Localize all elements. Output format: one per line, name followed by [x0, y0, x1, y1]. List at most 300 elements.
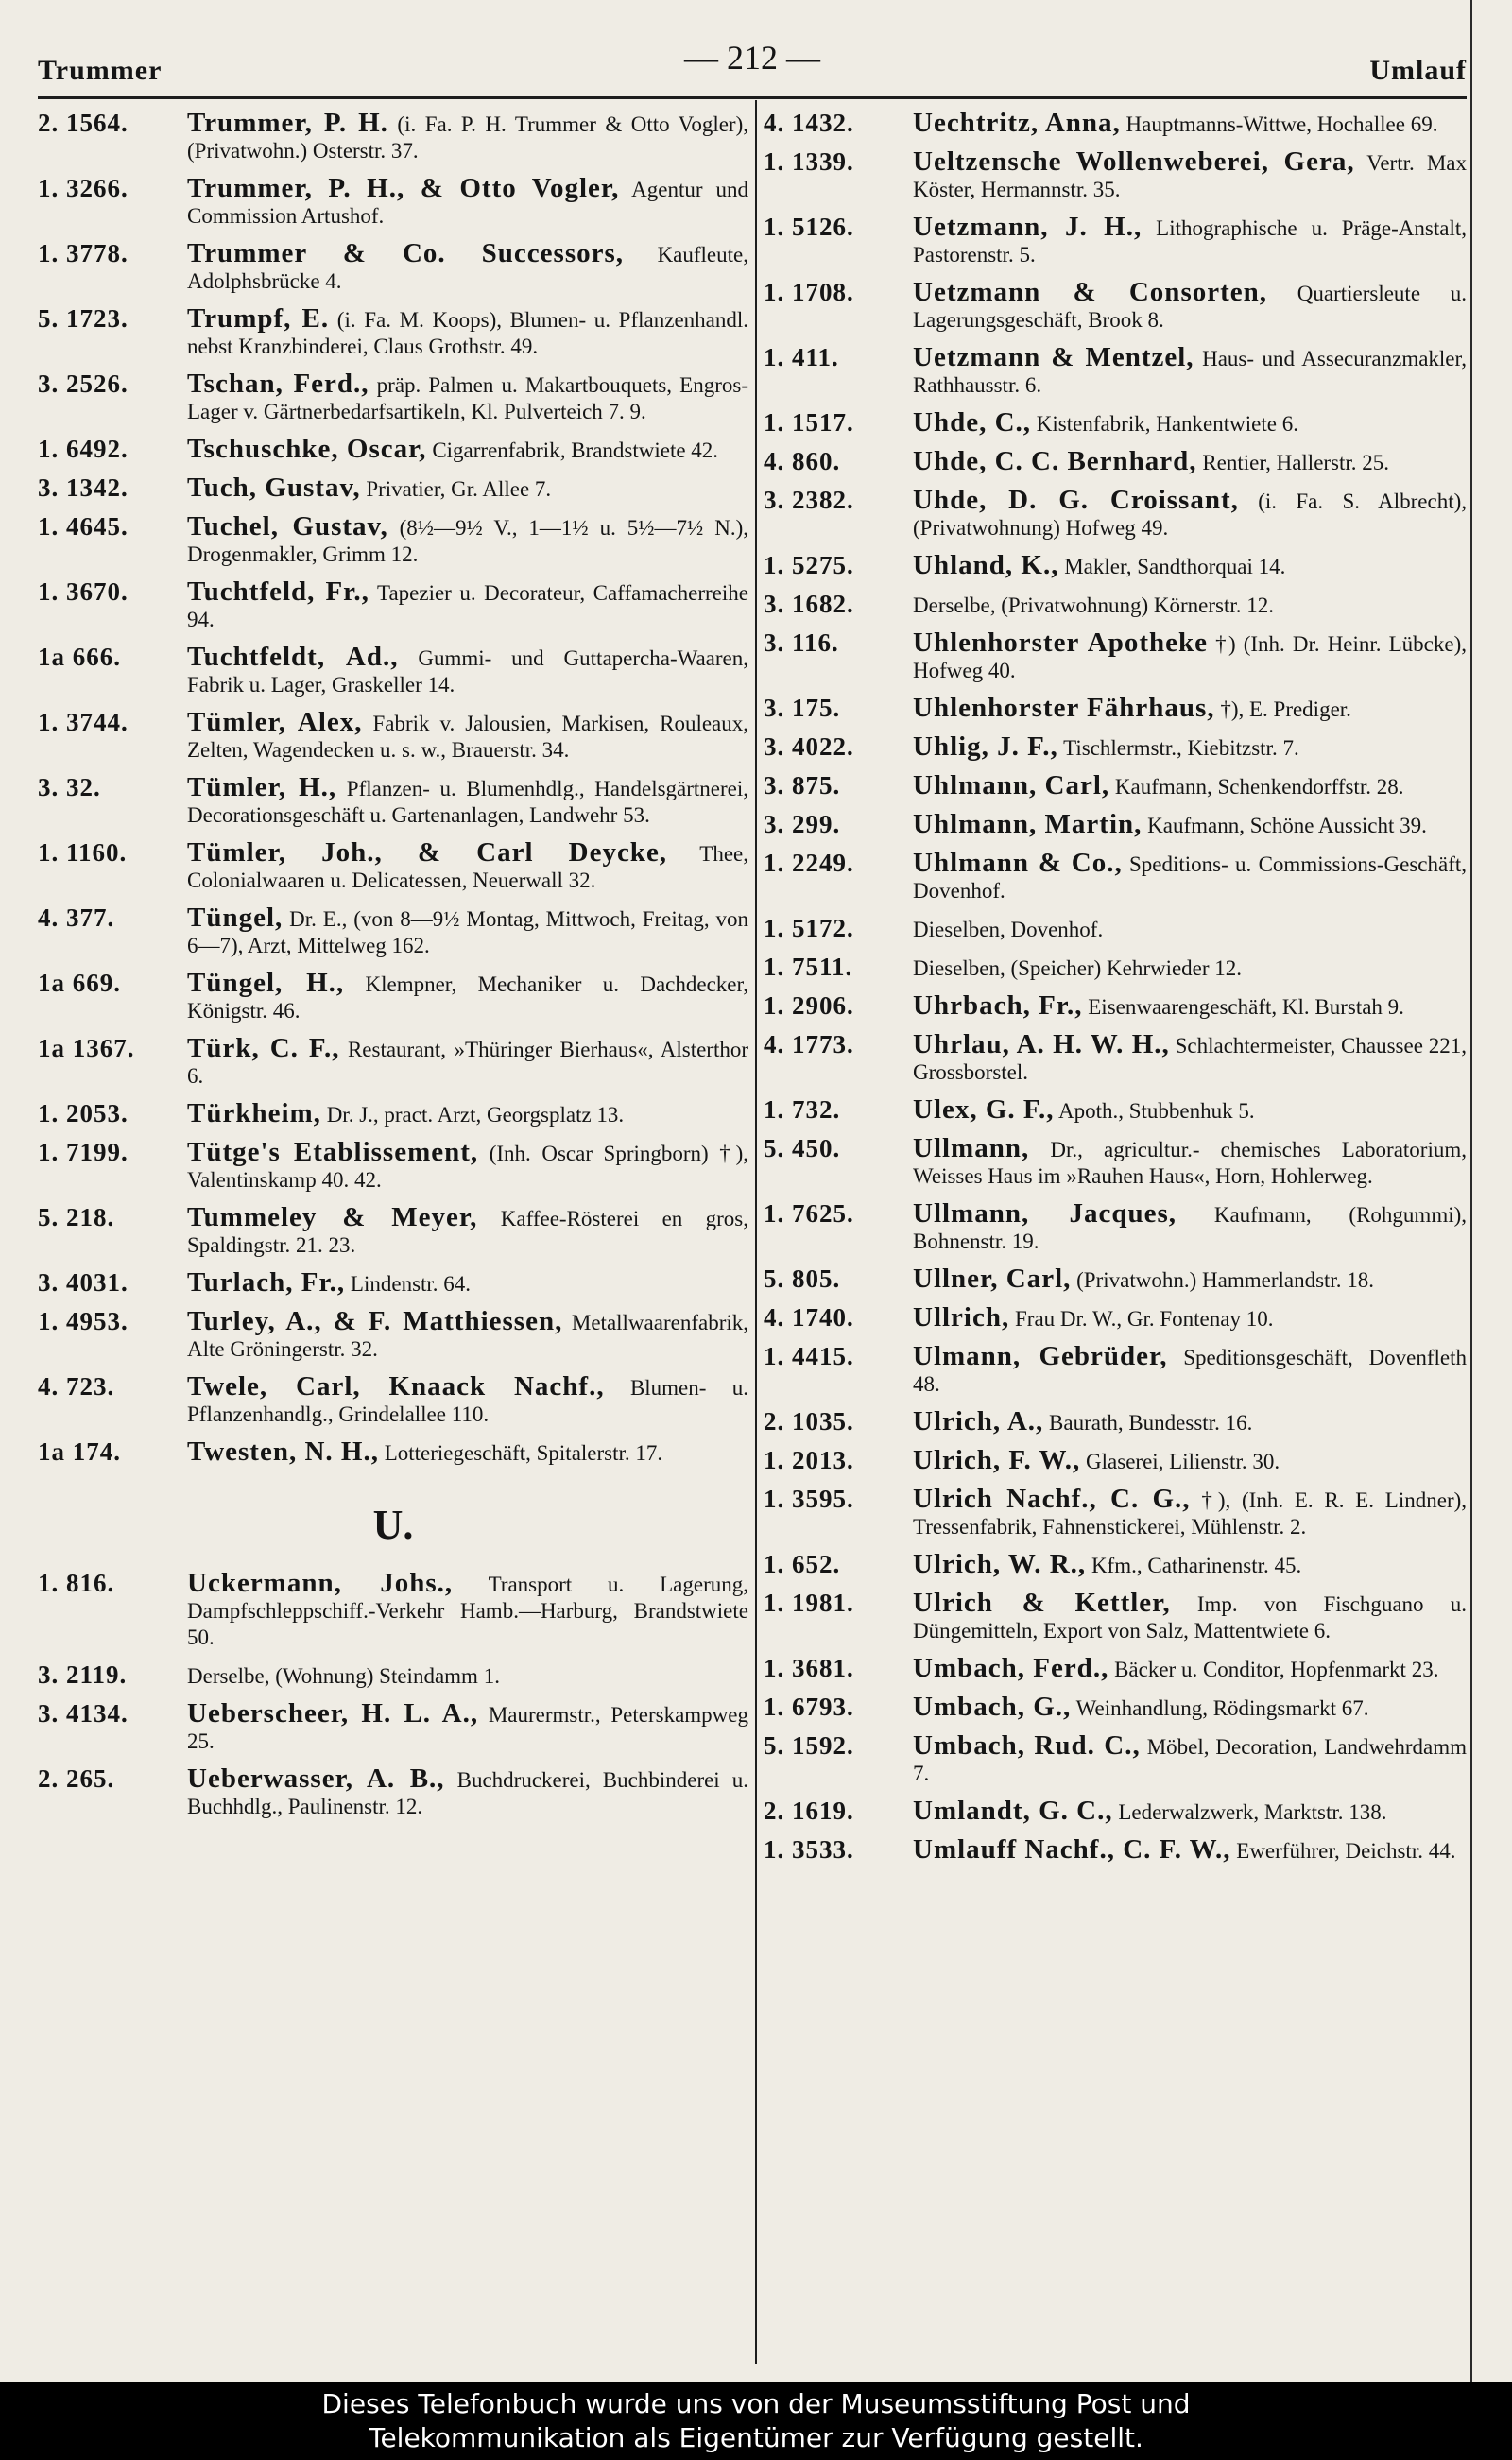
- directory-entry: [764, 1486, 1467, 1540]
- entry-text: [913, 279, 1467, 334]
- subscriber-details: Möbel, Decoration, Landwehrdamm 7.: [913, 1735, 1468, 1785]
- subscriber-details: Dr. J., pract. Arzt, Georgsplatz 13.: [326, 1103, 625, 1127]
- phone-number: 1. 1708.: [764, 278, 854, 306]
- subscriber-name: Tümler, H.,: [187, 772, 337, 802]
- phone-number: 3. 2382.: [764, 486, 854, 514]
- header-rule: [38, 96, 1467, 99]
- subscriber-name: Twele, Carl, Knaack Nachf.,: [187, 1371, 605, 1402]
- subscriber-name: Ullmann,: [913, 1133, 1030, 1163]
- ownership-notice-line-1: Dieses Telefonbuch wurde uns von der Museumsstiftung Post und: [321, 2388, 1191, 2419]
- entry-text: [187, 305, 748, 360]
- subscriber-name: Ueltzensche Wollenweberei, Gera,: [913, 146, 1355, 177]
- phone-number: 1. 4415.: [764, 1342, 854, 1370]
- phone-number: 3. 299.: [764, 810, 841, 838]
- directory-entry: [764, 629, 1467, 684]
- subscriber-name: Trummer, P. H., & Otto Vogler,: [187, 173, 620, 203]
- directory-entry: [38, 1765, 748, 1820]
- directory-entry: [764, 1343, 1467, 1398]
- subscriber-name: Uhlig, J. F.,: [913, 731, 1058, 762]
- subscriber-details: Tapezier u. Decorateur, Caffamacherreihe 94.: [187, 581, 748, 631]
- entry-text: [913, 1031, 1467, 1086]
- subscriber-details: Pflanzen- u. Blumenhdlg., Handelsgärtnerei, Decorationsgeschäft u. Gartenanlagen, Landwehr 53.: [187, 777, 749, 827]
- phone-number: 1. 3533.: [764, 1835, 854, 1864]
- subscriber-details: Hauptmanns-Wittwe, Hochallee 69.: [1125, 112, 1438, 136]
- subscriber-details: †), E. Prediger.: [1220, 697, 1351, 721]
- directory-entry: [764, 409, 1467, 438]
- subscriber-name: Umlandt, G. C.,: [913, 1796, 1113, 1826]
- subscriber-name: Tütge's Etablissement,: [187, 1137, 479, 1167]
- phone-number: 1. 4645.: [38, 512, 129, 541]
- phone-number: 1. 2053.: [38, 1099, 129, 1127]
- directory-entry: [764, 148, 1467, 203]
- entry-text: [187, 970, 748, 1024]
- entry-text: [913, 1304, 1467, 1333]
- phone-number: 3. 1682.: [764, 590, 854, 618]
- directory-entry: [38, 709, 748, 764]
- subscriber-name: Ulrich, A.,: [913, 1406, 1044, 1436]
- subscriber-details: †), (Inh. E. R. E. Lindner), Tressenfabrik, Fahnenstickerei, Mühlenstr. 2.: [913, 1488, 1468, 1539]
- directory-entry: [764, 954, 1467, 982]
- phone-number: 1. 5275.: [764, 551, 854, 579]
- subscriber-details: präp. Palmen u. Makartbouquets, Engros-Lager v. Gärtnerbedarfsartikeln, Kl. Pulverteich 7. 9.: [187, 373, 748, 423]
- subscriber-details: Bäcker u. Conditor, Hopfenmarkt 23.: [1114, 1658, 1439, 1681]
- phone-number: 3. 175.: [764, 694, 841, 722]
- entry-text: [913, 1798, 1467, 1826]
- phone-number: 1. 2013.: [764, 1446, 854, 1474]
- subscriber-name: Ueberwasser, A. B.,: [187, 1763, 445, 1794]
- subscriber-details: Gummi- und Guttapercha-Waaren, Fabrik u. Lager, Graskeller 14.: [187, 646, 749, 697]
- left-column-u-entries: [38, 1570, 748, 1820]
- entry-text: [913, 409, 1467, 438]
- entry-text: [187, 904, 748, 959]
- subscriber-name: Uetzmann & Consorten,: [913, 277, 1268, 307]
- subscriber-details: (8½—9½ V., 1—1½ u. 5½—7½ N.), Drogenmakler, Grimm 12.: [187, 516, 748, 566]
- subscriber-details: Kistenfabrik, Hankentwiete 6.: [1036, 412, 1298, 436]
- directory-entry: [38, 110, 748, 164]
- entry-text: [913, 629, 1467, 684]
- subscriber-details: Derselbe, (Privatwohnung) Körnerstr. 12.: [913, 593, 1274, 617]
- subscriber-name: Ulrich, F. W.,: [913, 1445, 1081, 1475]
- header-first-entry: Trummer: [38, 55, 163, 86]
- subscriber-details: Glaserei, Lilienstr. 30.: [1086, 1450, 1280, 1473]
- entry-text: [187, 1100, 748, 1128]
- directory-entry: [764, 1200, 1467, 1255]
- phone-number: 3. 4031.: [38, 1268, 129, 1297]
- subscriber-details: Dieselben, (Speicher) Kehrwieder 12.: [913, 956, 1243, 980]
- subscriber-name: Uhland, K.,: [913, 550, 1059, 580]
- subscriber-name: Tuch, Gustav,: [187, 473, 361, 503]
- phone-number: 3. 4134.: [38, 1699, 129, 1728]
- subscriber-name: Turley, A., & F. Matthiessen,: [187, 1306, 563, 1336]
- directory-entry: [38, 1269, 748, 1298]
- column-divider: [755, 100, 757, 2364]
- subscriber-name: Turlach, Fr.,: [187, 1267, 346, 1298]
- entry-text: [187, 1204, 748, 1259]
- subscriber-name: Ulmann, Gebrüder,: [913, 1341, 1168, 1371]
- entry-text: [913, 110, 1467, 138]
- subscriber-details: Restaurant, »Thüringer Bierhaus«, Alsterthor 6.: [187, 1038, 748, 1088]
- subscriber-name: Ulrich Nachf., C. G.,: [913, 1484, 1191, 1514]
- entry-text: [913, 915, 1467, 943]
- phone-number: 4. 1432.: [764, 109, 854, 137]
- directory-entry: [38, 436, 748, 464]
- phone-number: 3. 875.: [764, 771, 841, 800]
- subscriber-name: Ueberscheer, H. L. A.,: [187, 1698, 479, 1729]
- subscriber-name: Uhrlau, A. H. W. H.,: [913, 1029, 1170, 1059]
- entry-text: [913, 552, 1467, 580]
- directory-entry: [764, 850, 1467, 904]
- subscriber-name: Tuchel, Gustav,: [187, 511, 388, 542]
- subscriber-details: Eisenwaarengeschäft, Kl. Burstah 9.: [1088, 995, 1404, 1019]
- subscriber-details: Dr., agricultur.- chemisches Laboratorium, Weisses Haus im »Rauhen Haus«, Horn, Hohlerweg.: [913, 1138, 1467, 1188]
- entry-text: [913, 954, 1467, 982]
- directory-entry: [38, 1661, 748, 1690]
- subscriber-details: Lederwalzwerk, Marktstr. 138.: [1118, 1800, 1387, 1824]
- subscriber-name: Ulrich & Kettler,: [913, 1588, 1171, 1618]
- right-column: [764, 110, 1467, 2359]
- directory-entry: [38, 644, 748, 698]
- left-column: [38, 110, 748, 2359]
- directory-entry: [764, 1655, 1467, 1683]
- phone-number: 1. 6492.: [38, 435, 129, 463]
- entry-text: [187, 839, 748, 894]
- subscriber-details: Speditions- u. Commissions-Geschäft, Dovenhof.: [913, 852, 1467, 903]
- directory-entry: [38, 970, 748, 1024]
- subscriber-details: Dr. E., (von 8—9½ Montag, Mittwoch, Freitag, von 6—7), Arzt, Mittelweg 162.: [187, 907, 748, 957]
- entry-text: [913, 487, 1467, 542]
- subscriber-details: Makler, Sandthorquai 14.: [1064, 555, 1286, 578]
- subscriber-details: Lithographische u. Präge-Anstalt, Pastorenstr. 5.: [913, 216, 1467, 267]
- directory-entry: [764, 1732, 1467, 1787]
- entry-text: [913, 695, 1467, 723]
- directory-entry: [38, 1204, 748, 1259]
- directory-entry: [764, 344, 1467, 399]
- subscriber-name: Trummer, P. H.: [187, 108, 388, 138]
- subscriber-name: Uhrbach, Fr.,: [913, 990, 1083, 1021]
- entry-text: [913, 1096, 1467, 1125]
- phone-number: 4. 723.: [38, 1372, 115, 1401]
- entry-text: [913, 811, 1467, 839]
- subscriber-name: Uetzmann & Mentzel,: [913, 342, 1194, 372]
- directory-entry: [764, 1551, 1467, 1579]
- entry-text: [913, 772, 1467, 800]
- entry-text: [187, 474, 748, 503]
- phone-number: 2. 1564.: [38, 109, 129, 137]
- page-edge: [1470, 0, 1487, 2382]
- subscriber-details: (Inh. Oscar Springborn) †), Valentinskamp 40. 42.: [187, 1142, 748, 1192]
- directory-entry: [764, 1447, 1467, 1475]
- subscriber-details: Schlachtermeister, Chaussee 221, Grossborstel.: [913, 1034, 1467, 1084]
- phone-number: 1. 4953.: [38, 1307, 129, 1335]
- directory-entry: [764, 279, 1467, 334]
- subscriber-details: Blumen- u. Pflanzenhandlg., Grindelallee 110.: [187, 1376, 749, 1426]
- subscriber-name: Türk, C. F.,: [187, 1033, 340, 1063]
- phone-number: 1a 1367.: [38, 1034, 135, 1062]
- entry-text: [913, 1732, 1467, 1787]
- directory-entry: [764, 733, 1467, 762]
- phone-number: 1. 5172.: [764, 914, 854, 942]
- directory-entry: [764, 915, 1467, 943]
- phone-number: 3. 32.: [38, 773, 101, 801]
- phone-number: 1. 652.: [764, 1550, 841, 1578]
- directory-entry: [764, 772, 1467, 800]
- phone-number: 1. 7199.: [38, 1138, 129, 1166]
- entry-text: [187, 1570, 748, 1651]
- subscriber-details: Tischlermstr., Kiebitzstr. 7.: [1063, 736, 1299, 760]
- subscriber-name: Uetzmann, J. H.,: [913, 212, 1143, 242]
- phone-number: 1. 1981.: [764, 1589, 854, 1617]
- subscriber-details: Kaufleute, Adolphsbrücke 4.: [187, 243, 748, 293]
- entry-text: [187, 774, 748, 829]
- subscriber-details: Kaufmann, Schöne Aussicht 39.: [1147, 814, 1427, 837]
- directory-entry: [38, 774, 748, 829]
- subscriber-details: Lotteriegeschäft, Spitalerstr. 17.: [384, 1441, 663, 1465]
- directory-entry: [764, 1304, 1467, 1333]
- phone-number: 1. 7625.: [764, 1199, 854, 1228]
- subscriber-details: Fabrik v. Jalousien, Markisen, Rouleaux, Zelten, Wagendecken u. s. w., Brauerstr. 34.: [187, 712, 749, 762]
- subscriber-name: Trumpf, E.: [187, 303, 330, 334]
- directory-entry: [38, 1100, 748, 1128]
- phone-number: 1. 3744.: [38, 708, 129, 736]
- directory-entry: [764, 1590, 1467, 1644]
- subscriber-details: Dieselben, Dovenhof.: [913, 918, 1104, 941]
- entry-text: [187, 175, 748, 230]
- entry-text: [913, 1694, 1467, 1722]
- subscriber-details: Thee, Colonialwaaren u. Delicatessen, Neuerwall 32.: [187, 842, 748, 892]
- entry-text: [187, 110, 748, 164]
- page-header: [38, 32, 1467, 89]
- entry-text: [913, 1265, 1467, 1294]
- phone-number: 5. 1592.: [764, 1731, 854, 1760]
- subscriber-details: Weinhandlung, Rödingsmarkt 67.: [1075, 1696, 1369, 1720]
- subscriber-name: Tümler, Alex,: [187, 707, 363, 737]
- subscriber-name: Uhde, C. C. Bernhard,: [913, 446, 1197, 476]
- subscriber-name: Tummeley & Meyer,: [187, 1202, 478, 1232]
- subscriber-details: Quartiersleute u. Lagerungsgeschäft, Brook 8.: [913, 282, 1467, 332]
- directory-entry: [38, 1035, 748, 1090]
- subscriber-name: Tuchtfeld, Fr.,: [187, 576, 369, 607]
- entry-text: [187, 1373, 748, 1428]
- phone-number: 1. 1517.: [764, 408, 854, 437]
- left-column-t-entries: [38, 110, 748, 1467]
- subscriber-name: Ullrich,: [913, 1302, 1010, 1333]
- phone-number: 2. 1035.: [764, 1407, 854, 1436]
- phone-number: 5. 1723.: [38, 304, 129, 333]
- entry-text: [913, 1590, 1467, 1644]
- phone-number: 2. 1619.: [764, 1797, 854, 1825]
- phone-number: 1. 7511.: [764, 953, 853, 981]
- directory-entry: [764, 811, 1467, 839]
- ownership-notice-line-2: Telekommunikation als Eigentümer zur Verfügung gestellt.: [369, 2422, 1143, 2453]
- ownership-notice: [0, 2382, 1512, 2460]
- subscriber-details: Lindenstr. 64.: [350, 1272, 472, 1296]
- phone-number: 1. 3681.: [764, 1654, 854, 1682]
- directory-entry: [38, 370, 748, 425]
- entry-text: [913, 344, 1467, 399]
- subscriber-details: (i. Fa. S. Albrecht), (Privatwohnung) Hofweg 49.: [913, 490, 1467, 540]
- directory-entry: [38, 1139, 748, 1194]
- directory-entry: [38, 305, 748, 360]
- directory-entry: [764, 992, 1467, 1021]
- phone-number: 1a 666.: [38, 643, 121, 671]
- subscriber-name: Tüngel,: [187, 903, 284, 933]
- phone-number: 4. 1773.: [764, 1030, 854, 1058]
- phone-number: 4. 377.: [38, 903, 115, 932]
- subscriber-details: Klempner, Mechaniker u. Dachdecker, Königstr. 46.: [187, 972, 748, 1023]
- entry-text: [913, 1343, 1467, 1398]
- subscriber-details: Ewerführer, Deichstr. 44.: [1236, 1839, 1456, 1863]
- subscriber-details: Baurath, Bundesstr. 16.: [1049, 1411, 1253, 1435]
- subscriber-details: Cigarrenfabrik, Brandstwiete 42.: [432, 439, 719, 462]
- subscriber-details: Haus- und Assecuranzmakler, Rathhausstr. 6.: [913, 347, 1467, 397]
- directory-entry: [764, 1694, 1467, 1722]
- subscriber-details: Kfm., Catharinenstr. 45.: [1091, 1554, 1302, 1577]
- subscriber-name: Ulrich, W. R.,: [913, 1549, 1087, 1579]
- entry-text: [913, 1486, 1467, 1540]
- directory-entry: [38, 578, 748, 633]
- entry-text: [187, 1139, 748, 1194]
- page-number: — 212 —: [684, 39, 820, 77]
- phone-number: 1. 5126.: [764, 213, 854, 241]
- section-letter-u: U.: [372, 1502, 414, 1548]
- phone-number: 1. 3266.: [38, 174, 129, 202]
- subscriber-name: Umlauff Nachf., C. F. W.,: [913, 1834, 1231, 1865]
- phone-number: 3. 2119.: [38, 1660, 128, 1689]
- subscriber-name: Uechtritz, Anna,: [913, 108, 1121, 138]
- phone-number: 1. 3670.: [38, 577, 129, 606]
- subscriber-details: Transport u. Lagerung, Dampfschleppschiff.-Verkehr Hamb.—Harburg, Brandstwiete 50.: [187, 1573, 748, 1649]
- subscriber-name: Uhlmann, Carl,: [913, 770, 1110, 800]
- subscriber-name: Uhlmann & Co.,: [913, 848, 1123, 878]
- entry-text: [187, 1035, 748, 1090]
- subscriber-details: Derselbe, (Wohnung) Steindamm 1.: [187, 1664, 500, 1688]
- phone-number: 3. 116.: [764, 628, 839, 657]
- entry-text: [913, 448, 1467, 476]
- directory-entry: [38, 904, 748, 959]
- directory-entry: [38, 1373, 748, 1428]
- subscriber-details: Buchdruckerei, Buchbinderei u. Buchhdlg., Paulinenstr. 12.: [187, 1768, 748, 1818]
- directory-entry: [764, 487, 1467, 542]
- directory-entry: [38, 474, 748, 503]
- entry-text: [913, 214, 1467, 268]
- subscriber-details: Vertr. Max Köster, Hermannstr. 35.: [913, 151, 1467, 201]
- directory-entry: [38, 175, 748, 230]
- subscriber-details: †) (Inh. Dr. Heinr. Lübcke), Hofweg 40.: [913, 632, 1468, 682]
- entry-text: [913, 1200, 1467, 1255]
- subscriber-name: Uhlenhorster Fährhaus,: [913, 693, 1215, 723]
- right-column-u-entries: [764, 110, 1467, 1865]
- subscriber-name: Ullner, Carl,: [913, 1264, 1072, 1294]
- subscriber-name: Umbach, Ferd.,: [913, 1653, 1109, 1683]
- directory-entry: [38, 240, 748, 295]
- entry-text: [187, 1700, 748, 1755]
- phone-number: 2. 265.: [38, 1764, 115, 1793]
- entry-text: [187, 240, 748, 295]
- subscriber-name: Umbach, G.,: [913, 1692, 1072, 1722]
- phone-number: 1a 669.: [38, 969, 121, 997]
- entry-text: [913, 733, 1467, 762]
- entry-text: [187, 578, 748, 633]
- entry-text: [913, 591, 1467, 619]
- subscriber-details: Metallwaarenfabrik, Alte Gröningerstr. 32.: [187, 1311, 748, 1361]
- directory-entry: [764, 1265, 1467, 1294]
- phone-number: 1. 3778.: [38, 239, 129, 267]
- directory-entry: [38, 1570, 748, 1651]
- directory-entry: [38, 1438, 748, 1467]
- subscriber-name: Tschuschke, Oscar,: [187, 434, 427, 464]
- directory-entry: [764, 1031, 1467, 1086]
- phone-number: 1. 732.: [764, 1095, 841, 1124]
- phone-number: 4. 1740.: [764, 1303, 854, 1332]
- phone-number: 3. 2526.: [38, 370, 129, 398]
- subscriber-details: Frau Dr. W., Gr. Fontenay 10.: [1015, 1307, 1274, 1331]
- entry-text: [913, 1408, 1467, 1436]
- subscriber-details: Agentur und Commission Artushof.: [187, 178, 748, 228]
- phone-number: 1. 2249.: [764, 849, 854, 877]
- phone-number: 1. 2906.: [764, 991, 854, 1020]
- subscriber-name: Uhde, C.,: [913, 407, 1032, 438]
- phone-number: 3. 4022.: [764, 732, 854, 761]
- phone-number: 1. 1160.: [38, 838, 128, 867]
- entry-text: [187, 644, 748, 698]
- entry-text: [187, 370, 748, 425]
- entry-text: [187, 436, 748, 464]
- directory-entry: [764, 552, 1467, 580]
- entry-text: [913, 148, 1467, 203]
- subscriber-name: Twesten, N. H.,: [187, 1436, 379, 1467]
- directory-entry: [764, 448, 1467, 476]
- directory-entry: [764, 110, 1467, 138]
- phone-number: 1. 411.: [764, 343, 839, 371]
- subscriber-name: Uhlenhorster Apotheke: [913, 628, 1209, 658]
- subscriber-details: Kaufmann, (Rohgummi), Bohnenstr. 19.: [913, 1203, 1468, 1253]
- subscriber-details: Speditionsgeschäft, Dovenfleth 48.: [913, 1346, 1467, 1396]
- entry-text: [913, 1551, 1467, 1579]
- directory-entry: [764, 1135, 1467, 1190]
- directory-entry: [764, 1798, 1467, 1826]
- entry-text: [913, 992, 1467, 1021]
- subscriber-name: Uckermann, Johs.,: [187, 1568, 454, 1598]
- directory-entry: [764, 1408, 1467, 1436]
- subscriber-name: Trummer & Co. Successors,: [187, 238, 625, 268]
- subscriber-name: Uhlmann, Martin,: [913, 809, 1143, 839]
- header-last-entry: Umlauf: [1369, 55, 1467, 86]
- phone-number: 1. 1339.: [764, 147, 854, 176]
- subscriber-details: (i. Fa. P. H. Trummer & Otto Vogler), (Privatwohn.) Osterstr. 37.: [187, 112, 748, 163]
- directory-entry: [764, 1836, 1467, 1865]
- directory-entry: [38, 513, 748, 568]
- directory-entry: [38, 1308, 748, 1363]
- directory-entry: [38, 1700, 748, 1755]
- subscriber-name: Tuchtfeldt, Ad.,: [187, 642, 399, 672]
- phone-number: 1. 6793.: [764, 1693, 854, 1721]
- subscriber-details: Privatier, Gr. Allee 7.: [366, 477, 552, 501]
- subscriber-name: Umbach, Rud. C.,: [913, 1730, 1141, 1761]
- subscriber-name: Türkheim,: [187, 1098, 321, 1128]
- entry-text: [913, 850, 1467, 904]
- phone-number: 1a 174.: [38, 1437, 121, 1466]
- entry-text: [187, 709, 748, 764]
- entry-text: [187, 1765, 748, 1820]
- entry-text: [913, 1135, 1467, 1190]
- entry-text: [187, 1308, 748, 1363]
- subscriber-details: Imp. von Fischguano u. Düngemitteln, Export von Salz, Mattentwiete 6.: [913, 1592, 1467, 1643]
- entry-text: [913, 1447, 1467, 1475]
- subscriber-details: Kaufmann, Schenkendorffstr. 28.: [1114, 775, 1404, 799]
- entry-text: [913, 1655, 1467, 1683]
- subscriber-name: Ulex, G. F.,: [913, 1094, 1055, 1125]
- subscriber-details: (Privatwohn.) Hammerlandstr. 18.: [1076, 1268, 1375, 1292]
